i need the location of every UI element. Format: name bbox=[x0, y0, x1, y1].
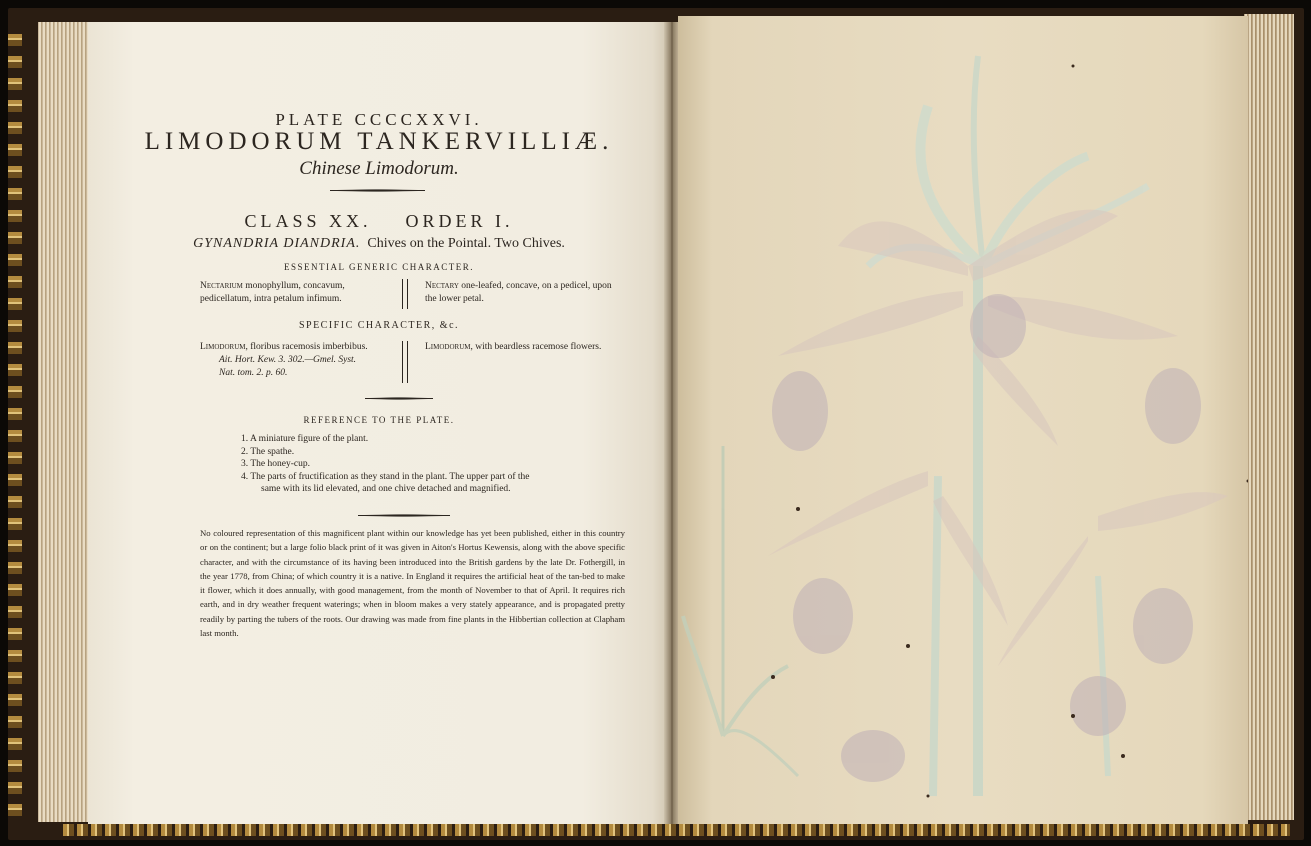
specific-heading: SPECIFIC CHARACTER, &c. bbox=[298, 320, 460, 331]
specific-english-lead: Limodorum, bbox=[425, 342, 473, 352]
description-paragraph: No coloured representation of this magnificent plant within our knowledge has yet been published, either in this country or on the continent; but a large folio black print of it was given in Aiton's Hortus Kewensis, along with the above specific character, and with the circumstance of its having been introduced into the British gardens by the late Dr. Fothergill, in the year 1778, from China; of which country it is a native. In England it requires the artificial heat of the tan-bed to make it flower, which it does annually, with good management, from the month of November to that of April. It requires rich earth, and in dry weather frequent waterings; when in bloom makes a very stately appearance, and is propagated pretty readily by parting the tubers of the roots. Our drawing was made from fine plants in the Hibbertian collection at Clapham last month. bbox=[200, 528, 625, 639]
column-divider bbox=[402, 279, 408, 309]
botanical-illustration bbox=[678, 16, 1248, 824]
plate-title: LIMODORUM TANKERVILLIÆ. bbox=[144, 128, 614, 155]
reference-item-cont: same with its lid elevated, and one chive detached and magnified. bbox=[261, 484, 511, 495]
essential-english-text: one-leafed, concave, on a pedicel, upon the lower petal. bbox=[425, 281, 612, 304]
specific-english bbox=[425, 341, 620, 354]
plate-number: PLATE CCCCXXVI. bbox=[275, 110, 483, 129]
system-english: Chives on the Pointal. Two Chives. bbox=[367, 236, 565, 251]
reference-item: 2. The spathe. bbox=[241, 446, 295, 457]
specific-latin-lead: Limodorum, bbox=[200, 342, 248, 352]
page-edges-right bbox=[1244, 14, 1294, 820]
gilt-border-left bbox=[8, 30, 22, 825]
reference-item: 4. The parts of fructification as they stand in the plant. The upper part of the bbox=[241, 471, 530, 482]
specific-refs-2: Nat. tom. 2. p. 60. bbox=[219, 368, 288, 378]
specific-english-text: with beardless racemose flowers. bbox=[475, 342, 602, 352]
reference-heading: REFERENCE TO THE PLATE. bbox=[303, 415, 455, 425]
specific-latin-text: floribus racemosis imberbibus. bbox=[250, 342, 368, 352]
system-line bbox=[88, 236, 670, 252]
column-divider-2 bbox=[402, 341, 408, 383]
essential-latin bbox=[200, 280, 395, 306]
ornament-rule-3 bbox=[358, 514, 450, 517]
ornament-rule bbox=[330, 189, 425, 192]
reference-list bbox=[241, 433, 530, 496]
specific-refs-1: Ait. Hort. Kew. 3. 302.—Gmel. Syst. bbox=[219, 355, 357, 365]
essential-english bbox=[425, 280, 620, 306]
reference-item: 1. A miniature figure of the plant. bbox=[241, 434, 369, 444]
gilt-border-bottom bbox=[60, 824, 1290, 836]
essential-latin-text: monophyllum, concavum, pedicellatum, intra petalum infimum. bbox=[200, 281, 345, 304]
system-latin: GYNANDRIA DIANDRIA. bbox=[193, 236, 361, 251]
class-order: CLASS XX. ORDER I. bbox=[244, 211, 514, 231]
reference-item: 3. The honey-cup. bbox=[241, 459, 310, 470]
essential-english-lead: Nectary bbox=[425, 281, 459, 291]
ornament-rule-2 bbox=[365, 397, 433, 400]
common-name: Chinese Limodorum. bbox=[299, 158, 459, 179]
page-edges-left bbox=[38, 22, 90, 822]
specific-latin bbox=[200, 341, 395, 380]
essential-latin-lead: Nectarium bbox=[200, 281, 243, 291]
essential-heading: ESSENTIAL GENERIC CHARACTER. bbox=[284, 262, 474, 272]
